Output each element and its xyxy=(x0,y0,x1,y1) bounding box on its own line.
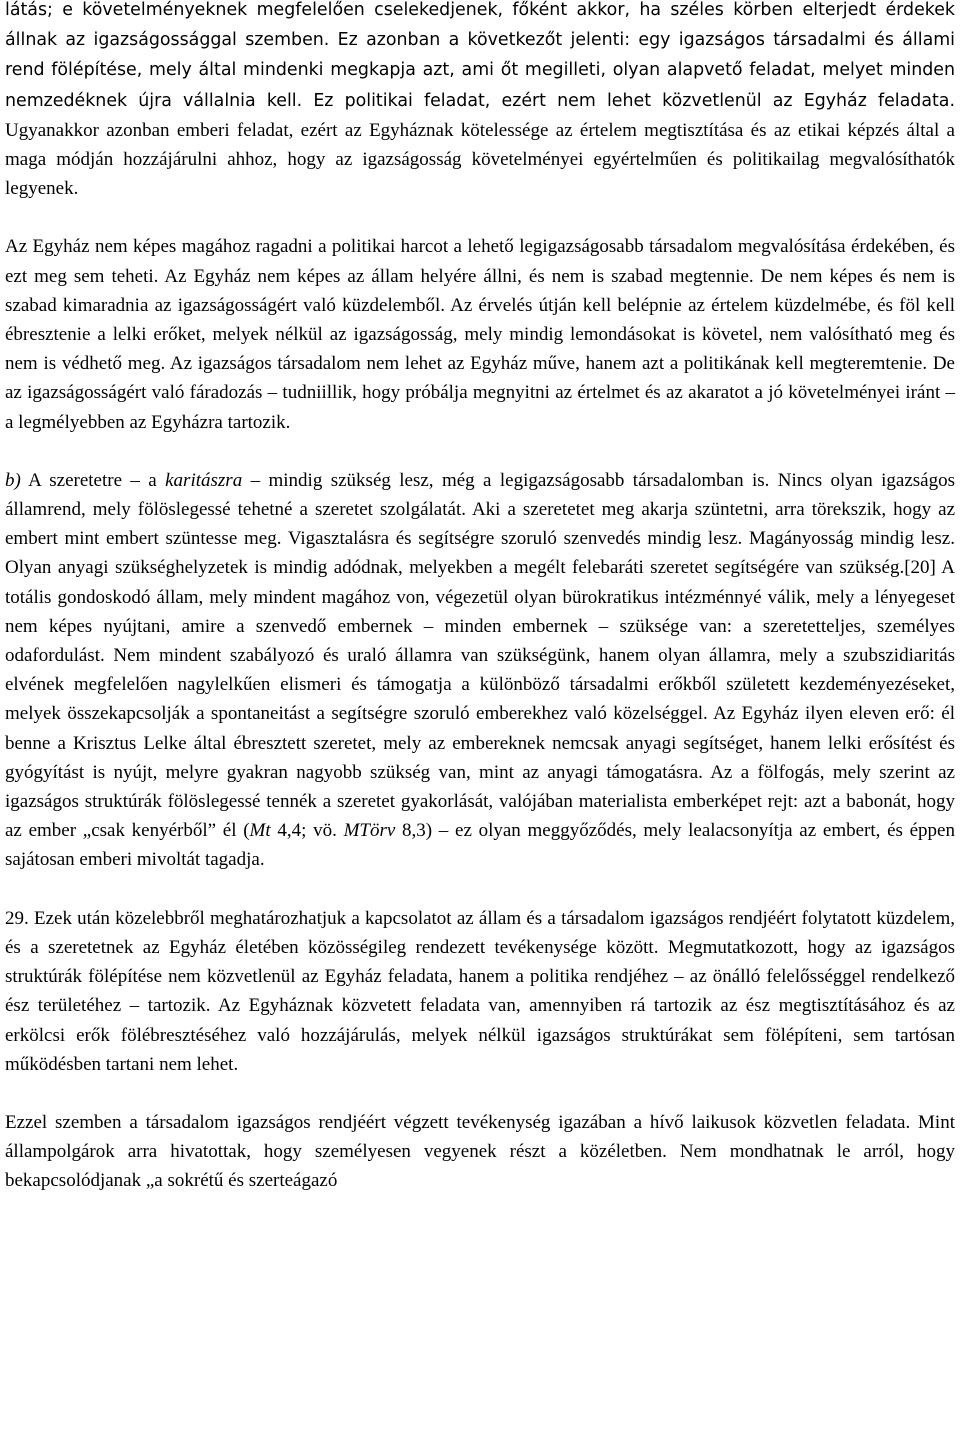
paragraph-1 xyxy=(5,0,955,203)
bible-reference-2: MTörv xyxy=(343,820,396,842)
section-label: b) xyxy=(5,469,21,491)
paragraph-2: Az Egyház nem képes magához ragadni a politikai harcot a lehető legigazságosabb társadalom megvalósítása érdekében, és ezt meg sem teheti. Az Egyház nem képes az állam helyére állni, és nem is szabad megtennie. De nem képes és nem is szabad kimaradnia az igazságosságért való küzdelemből. Az érvelés útján kell belépnie az értelem küzdelmébe, és föl kell ébresztenie a lelki erőket, melyek nélkül az igazságosság, mely mindig lemondásokat is követel, nem valósítható meg és nem is védhető meg. Az igazságos társadalom nem lehet az Egyház műve, hanem azt a politikának kell megteremtenie. De az igazságosságért való fáradozás – tudniillik, hogy próbálja megnyitni az értelmet és az akaratot a jó követelményei iránt – a legmélyebben az Egyházra tartozik. xyxy=(5,236,955,433)
paragraph-3-text-mid: 4,4; vö. xyxy=(270,820,344,842)
paragraph-3-text-body: – mindig szükség lesz, még a legigazságosabb társadalomban is. Nincs olyan igazságos államrend, mely fölöslegessé tehetné a szeretet szolgálatát. Aki a szeretetet meg akarja szüntetni, arra törekszik, hogy az embert mint embert szüntesse meg. Vigasztalásra és segítségre szoruló szenvedés mindig lesz. Magányosság mindig lesz. Olyan anyagi szükséghelyzetek is mindig adódnak, melyekben a megélt felebaráti szeretet segítségére van szükség.[20] A totális gondoskodó állam, mely mindent magához von, végezetül olyan bürokratikus intézménnyé válik, mely a lényegeset nem képes nyújtani, amire a szenvedő embernek – minden embernek – szüksége van: a szeretetteljes, személyes odafordulást. Nem mindent szabályozó és uraló államra van szükségünk, hanem olyan államra, mely a szubszidiaritás elvének megfelelően nagylelkűen elismeri és támogatja a különböző társadalmi erőkből született kezdeményezéseket, melyek összekapcsolják a spontaneitást a segítségre szoruló emberekhez való közelséggel. Az Egyház ilyen eleven erő: él benne a Krisztus Lelke által ébresztett szeretet, mely az embereknek nemcsak anyagi segítséget, hanem lelki erősítést és gyógyítást is nyújt, melyre gyakran nagyobb szükség van, mint az anyagi támogatásra. Az a fölfogás, mely szerint az igazságos struktúrák fölöslegessé tennék a szeretet gyakorlását, valójában materialista emberképet rejt: azt a babonát, hogy az ember „csak kenyérből” él ( xyxy=(5,469,955,842)
bible-reference-1: Mt xyxy=(249,820,271,842)
paragraph-1-sans-text: látás; e követelményeknek megfelelően cselekedjenek, főként akkor, ha széles körben elterjedt érdekek állnak az igazságossággal szemben. Ez azonban a következőt jelenti: egy igazságos társadalmi és állami rend fölépítése, mely által mindenki megkapja azt, ami őt megilleti, olyan alapvető feladat, melyet minden nemzedéknek újra vállalnia kell. Ez politikai feladat, ezért nem lehet közvetlenül az Egyház feladata. xyxy=(5,0,955,111)
term-karitasz: karitászra xyxy=(165,469,243,491)
paragraph-1-serif-text: Ugyanakkor azonban emberi feladat, ezért az Egyháznak kötelessége az értelem megtisztítása és az etikai képzés által a maga módján hozzájárulni ahhoz, hogy az igazságosság követelményei egyértelműen és politikailag megvalósíthatók legyenek. xyxy=(5,119,955,200)
paragraph-5: Ezzel szemben a társadalom igazságos rendjéért végzett tevékenység igazában a hívő laikusok közvetlen feladata. Mint állampolgárok arra hivatottak, hogy személyesen vegyenek részt a közéletben. Nem mondhatnak le arról, hogy bekapcsolódjanak „a sokrétű és szerteágazó xyxy=(5,1111,955,1192)
paragraph-3-text-end: 8,3) – ez olyan meggyőződés, mely lealacsonyítja az embert, és éppen sajátosan emberi mivoltát tagadja. xyxy=(5,820,955,871)
paragraph-3 xyxy=(5,466,955,875)
paragraph-3-text-start: A szeretetre – a xyxy=(20,469,166,491)
paragraph-4: 29. Ezek után közelebbről meghatározhatjuk a kapcsolatot az állam és a társadalom igazságos rendjéért folytatott küzdelem, és a szeretetnek az Egyház életében közösségileg rendezett tevékenysége között. Megmutatkozott, hogy az igazságos struktúrák fölépítése nem közvetlenül az Egyház feladata, hanem a politika rendjéhez – az önálló felelősséggel rendelkező ész területéhez – tartozik. Az Egyháznak közvetett feladata van, amennyiben rá tartozik az ész megtisztításához és az erkölcsi erők fölébresztéséhez való hozzájárulás, melyek nélkül igazságos struktúrákat sem fölépíteni, sem tartósan működésben tartani nem lehet. xyxy=(5,907,955,1075)
